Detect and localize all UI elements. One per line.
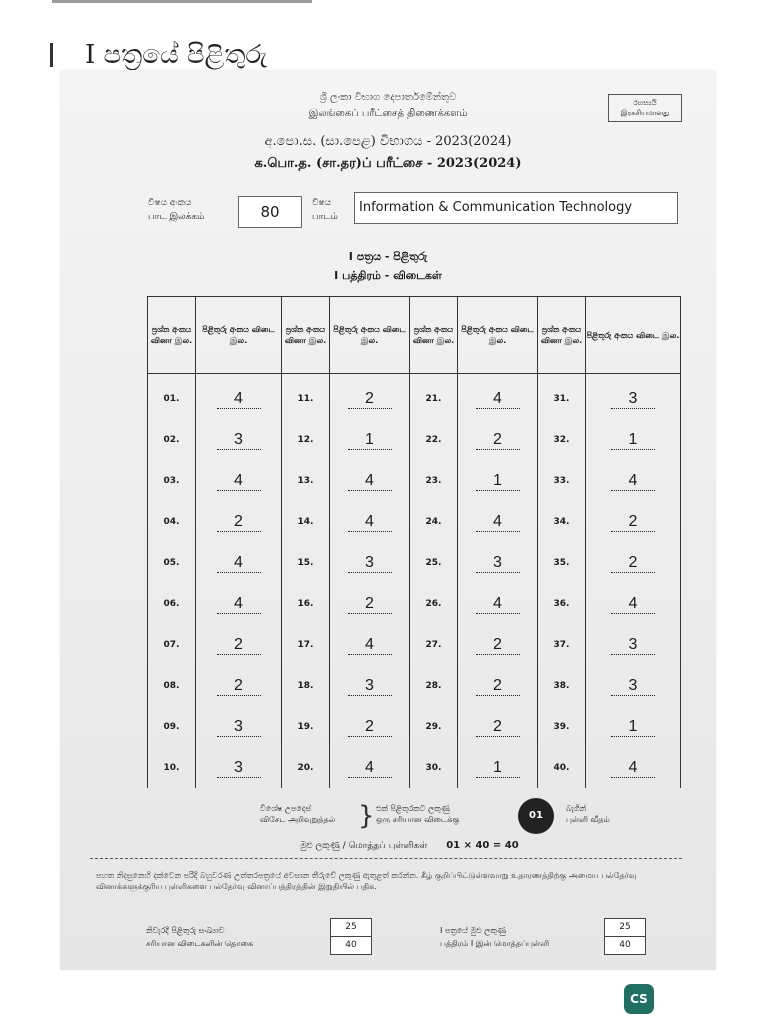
question-number: 32. — [538, 419, 586, 460]
answer-cell — [196, 747, 282, 788]
answer-cell — [196, 501, 282, 542]
question-number: 02. — [148, 419, 196, 460]
question-number: 08. — [148, 665, 196, 706]
question-number: 29. — [410, 706, 458, 747]
question-number: 01. — [148, 374, 196, 420]
question-number: 30. — [410, 747, 458, 788]
answer-value: 3 — [611, 636, 655, 655]
question-number: 24. — [410, 501, 458, 542]
answer-cell — [586, 374, 681, 420]
per-answer-si: එක් පිළිතුරකට ලකුණු — [376, 804, 450, 813]
subject-name: Information & Communication Technology — [354, 192, 678, 224]
paper-total-label — [440, 924, 600, 950]
department-tamil: இலங்கைப் பரீட்சைத் திணைக்களம் — [308, 108, 468, 119]
answer-cell — [586, 747, 681, 788]
answer-cell — [586, 460, 681, 501]
header-answer-no: පිළිතුරු අංකය விடை இல. — [330, 297, 410, 374]
answer-value: 1 — [476, 472, 520, 491]
table-row — [148, 419, 681, 460]
answer-value: 4 — [611, 595, 655, 614]
subject-name-label-si: විෂය — [312, 198, 332, 208]
answer-value: 2 — [476, 718, 520, 737]
question-number: 04. — [148, 501, 196, 542]
answer-cell — [330, 501, 410, 542]
page-heading — [50, 40, 267, 71]
answer-cell — [458, 542, 538, 583]
marks-per-answer: 01 — [518, 798, 554, 834]
dashed-divider — [90, 858, 682, 859]
answer-value: 3 — [611, 677, 655, 696]
confidential-box — [608, 94, 682, 122]
answer-table — [147, 296, 681, 788]
subject-name-label-ta: பாடம் — [312, 212, 338, 222]
question-number: 27. — [410, 624, 458, 665]
answer-value: 1 — [476, 759, 520, 778]
answer-value: 4 — [611, 759, 655, 778]
marks-word-si: බැගින් — [566, 804, 587, 813]
table-row — [148, 583, 681, 624]
answer-value: 3 — [348, 554, 392, 573]
answer-value: 4 — [348, 636, 392, 655]
answer-cell — [458, 747, 538, 788]
header-answer-no: පිළිතුරු අංකය விடை இல. — [586, 297, 681, 374]
answer-cell — [196, 624, 282, 665]
confidential-ta: இரகசியமானது — [620, 109, 670, 117]
answer-cell — [586, 419, 681, 460]
answer-cell — [458, 665, 538, 706]
answer-value: 4 — [348, 513, 392, 532]
correct-count-label-si: නිවැරදි පිළිතුරු සංඛ්‍යාව — [146, 926, 225, 935]
header-question-no: ප්‍රශ්න අංකය வினா இல. — [282, 297, 330, 374]
question-number: 03. — [148, 460, 196, 501]
answer-rows — [148, 374, 681, 789]
question-number: 15. — [282, 542, 330, 583]
answer-value: 2 — [348, 718, 392, 737]
correct-count-box — [330, 918, 372, 955]
header-answer-no: පිළිතුරු අංකය விடை இல. — [458, 297, 538, 374]
question-number: 11. — [282, 374, 330, 420]
question-number: 26. — [410, 583, 458, 624]
camscanner-badge[interactable]: CS — [624, 984, 654, 1014]
question-number: 20. — [282, 747, 330, 788]
correct-count-label — [146, 924, 306, 950]
answer-cell — [196, 374, 282, 420]
correct-count-value: 25 — [330, 918, 372, 937]
answer-sheet — [60, 70, 716, 970]
answer-cell — [586, 583, 681, 624]
paper-total-label-si: I පත්‍රයේ මුළු ලකුණු — [440, 926, 506, 935]
answer-value: 4 — [217, 472, 261, 491]
answer-cell — [586, 501, 681, 542]
subject-number-label-si: විෂය අංකය — [148, 198, 192, 208]
answer-cell — [586, 665, 681, 706]
question-number: 23. — [410, 460, 458, 501]
question-number: 18. — [282, 665, 330, 706]
question-number: 13. — [282, 460, 330, 501]
question-number: 22. — [410, 419, 458, 460]
table-row — [148, 460, 681, 501]
answer-cell — [196, 460, 282, 501]
answer-cell — [330, 542, 410, 583]
answer-value: 1 — [611, 718, 655, 737]
answer-value: 3 — [611, 390, 655, 409]
answer-value: 1 — [611, 431, 655, 450]
answer-cell — [330, 665, 410, 706]
total-marks-label: මුළු ලකුණු / மொத்தப் புள்ளிகள் — [300, 841, 428, 851]
answer-cell — [458, 583, 538, 624]
question-number: 35. — [538, 542, 586, 583]
answer-cell — [458, 624, 538, 665]
correct-count-label-ta: சரியான விடைகளின் தொகை — [146, 939, 254, 948]
instruction-text: පහත නිදසුනෙහි දක්වෙන පරිදි බහුවරණ උත්තරපත්‍රයේ අවසාන තීරුවේ ලකුණු ඇතුළත් කරන්න. கீழ் குறிப்பிட்டுள்ளவாறு உதாரணத்திற்கு அமைய பல்தேர்வு வினாக்களுக்குரிய புள்ளிகளை பல்தேர்வு வினாப்பத்திரத்தின் இறுதியில் பதிக. — [96, 871, 637, 891]
answer-value: 4 — [476, 513, 520, 532]
header-question-no: ප්‍රශ්න අංකය வினா இல. — [410, 297, 458, 374]
answer-value: 2 — [611, 513, 655, 532]
section-title-tamil: I பத்திரம் - விடைகள் — [334, 269, 442, 282]
total-marks-line — [300, 840, 519, 852]
question-number: 19. — [282, 706, 330, 747]
answer-value: 1 — [348, 431, 392, 450]
answer-value: 4 — [476, 390, 520, 409]
marking-note — [260, 803, 660, 843]
answer-value: 2 — [476, 677, 520, 696]
table-row — [148, 374, 681, 420]
question-number: 10. — [148, 747, 196, 788]
answer-value: 4 — [348, 759, 392, 778]
special-note-ta: விசேட அறிவுறுத்தல் — [260, 815, 336, 824]
question-number: 05. — [148, 542, 196, 583]
confidential-si: රහස්‍යයි — [633, 99, 657, 107]
section-title-sinhala: I පත්‍රය - පිළිතුරු — [348, 250, 428, 263]
answer-value: 2 — [476, 431, 520, 450]
paper-total-box — [604, 918, 646, 955]
answer-cell — [330, 706, 410, 747]
answer-cell — [196, 583, 282, 624]
answer-value: 3 — [217, 759, 261, 778]
table-row — [148, 706, 681, 747]
answer-value: 4 — [476, 595, 520, 614]
answer-value: 2 — [611, 554, 655, 573]
table-row — [148, 747, 681, 788]
question-number: 36. — [538, 583, 586, 624]
answer-cell — [458, 501, 538, 542]
subject-number: 80 — [238, 196, 302, 228]
header-answer-no: පිළිතුරු අංකය விடை இல. — [196, 297, 282, 374]
brace-icon: } — [358, 801, 375, 831]
question-number: 14. — [282, 501, 330, 542]
per-answer-ta: ஒரு சரியான விடைக்கு — [376, 815, 460, 824]
question-number: 25. — [410, 542, 458, 583]
correct-count-max: 40 — [330, 937, 372, 955]
answer-cell — [196, 419, 282, 460]
subject-number-label — [148, 196, 228, 224]
question-number: 16. — [282, 583, 330, 624]
question-number: 21. — [410, 374, 458, 420]
table-row — [148, 542, 681, 583]
question-number: 28. — [410, 665, 458, 706]
question-number: 07. — [148, 624, 196, 665]
paper-total-max: 40 — [604, 937, 646, 955]
total-marks-formula: 01 × 40 = 40 — [446, 840, 519, 851]
table-row — [148, 624, 681, 665]
heading-bar — [50, 43, 53, 67]
answer-value: 4 — [217, 390, 261, 409]
question-number: 06. — [148, 583, 196, 624]
special-note — [260, 803, 360, 825]
answer-value: 2 — [348, 390, 392, 409]
answer-value: 3 — [217, 431, 261, 450]
answer-value: 3 — [217, 718, 261, 737]
answer-value: 4 — [348, 472, 392, 491]
answer-value: 4 — [217, 595, 261, 614]
page-heading-text: I පත්‍රයේ පිළිතුරු — [85, 40, 268, 70]
marks-word — [566, 803, 626, 825]
answer-cell — [458, 419, 538, 460]
question-number: 31. — [538, 374, 586, 420]
answer-cell — [458, 374, 538, 420]
question-number: 12. — [282, 419, 330, 460]
paper-total-value: 25 — [604, 918, 646, 937]
table-row — [148, 665, 681, 706]
answer-cell — [458, 460, 538, 501]
answer-value: 2 — [217, 513, 261, 532]
answer-cell — [458, 706, 538, 747]
table-row — [148, 501, 681, 542]
question-number: 17. — [282, 624, 330, 665]
answer-cell — [330, 747, 410, 788]
question-number: 40. — [538, 747, 586, 788]
answer-cell — [330, 374, 410, 420]
department-sinhala: ශ්‍රී ලංකා විභාග දෙපාර්තමේන්තුව — [319, 92, 457, 103]
answer-cell — [586, 542, 681, 583]
question-number: 33. — [538, 460, 586, 501]
answer-value: 4 — [611, 472, 655, 491]
answer-value: 2 — [348, 595, 392, 614]
answer-cell — [330, 624, 410, 665]
question-number: 39. — [538, 706, 586, 747]
header-question-no: ප්‍රශ්න අංකය வினா இல. — [148, 297, 196, 374]
answer-value: 2 — [476, 636, 520, 655]
top-edge-line — [52, 0, 312, 3]
subject-number-label-ta: பாட இலக்கம் — [148, 212, 205, 222]
answer-cell — [330, 419, 410, 460]
table-header-row — [148, 297, 681, 374]
subject-name-label — [312, 196, 352, 224]
answer-cell — [196, 542, 282, 583]
answer-cell — [586, 624, 681, 665]
answer-value: 3 — [476, 554, 520, 573]
question-number: 37. — [538, 624, 586, 665]
question-number: 09. — [148, 706, 196, 747]
question-number: 38. — [538, 665, 586, 706]
question-number: 34. — [538, 501, 586, 542]
header-question-no: ප්‍රශ්න අංකය வினா இல. — [538, 297, 586, 374]
per-answer-note — [376, 803, 496, 825]
answer-cell — [330, 460, 410, 501]
answer-cell — [196, 706, 282, 747]
answer-cell — [586, 706, 681, 747]
exam-title-sinhala: අ.පො.ස. (සා.පෙළ) විභාගය - 2023(2024) — [264, 134, 512, 149]
answer-value: 3 — [348, 677, 392, 696]
answer-cell — [330, 583, 410, 624]
paper-total-label-ta: பத்திரம் I இன் மொத்தப்புள்ளி — [440, 939, 550, 948]
answer-value: 2 — [217, 677, 261, 696]
exam-title-tamil: க.பொ.த. (சா.தர)ப் பரீட்சை - 2023(2024) — [254, 156, 522, 171]
answer-cell — [196, 665, 282, 706]
answer-value: 2 — [217, 636, 261, 655]
answer-value: 4 — [217, 554, 261, 573]
special-note-si: විශේෂ උපදෙස් — [260, 804, 312, 813]
marks-word-ta: புள்ளி வீதம் — [566, 815, 610, 824]
